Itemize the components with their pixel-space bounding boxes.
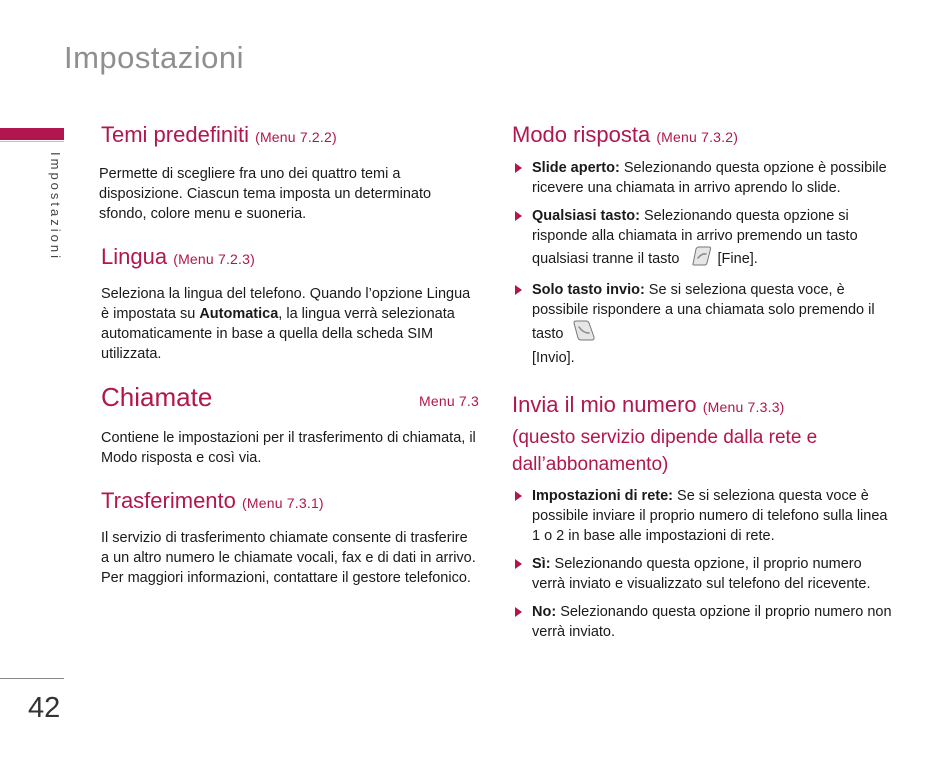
page-title: Impostazioni (64, 40, 245, 75)
heading-text: Invia il mio numero (512, 392, 697, 417)
menu-ref: (Menu 7.3.1) (242, 495, 324, 511)
bullet-arrow-icon (515, 211, 522, 221)
paragraph-trasferimento: Il servizio di trasferimento chiamate consente di trasferire a un altro numero le chiamate vocali, fax e di dati in arrivo. Per maggiori informazioni, contattare il gestore telefonico. (101, 530, 476, 586)
list-item (512, 158, 894, 198)
item-label: Impostazioni di rete: (532, 488, 673, 504)
menu-ref: (Menu 7.2.3) (173, 251, 255, 267)
item-label: Solo tasto invio: (532, 282, 645, 298)
heading-text: Lingua (101, 244, 168, 269)
bullet-arrow-icon (515, 607, 522, 617)
section-heading-trasferimento (101, 486, 479, 518)
section-tab-marker (0, 128, 64, 140)
section-heading-lingua (101, 242, 479, 274)
section-heading-chiamate (101, 382, 479, 416)
bold-term: Automatica (199, 306, 279, 322)
text-part: Seleziona la lingua del telefono. Quando l’opzione Lingua è impostata su (101, 286, 471, 322)
text-part: , la lingua verrà selezionata automaticamente in base a quella della scheda SIM utilizzata. (101, 306, 455, 362)
list-item (512, 602, 894, 642)
page-number: 42 (28, 692, 61, 724)
left-column (99, 120, 479, 588)
heading-text: Modo risposta (512, 122, 651, 147)
item-text: Selezionando questa opzione il proprio numero non verrà inviato. (532, 604, 892, 640)
section-heading-temi (101, 120, 479, 152)
item-text: Selezionando questa opzione si risponde alla chiamata in arrivo premendo un tasto qualsiasi tranne il tasto (532, 208, 858, 267)
item-tail: [Invio]. (532, 350, 575, 366)
menu-ref: (Menu 7.3.3) (702, 399, 785, 415)
item-label: Slide aperto: (532, 160, 620, 176)
item-text: Selezionando questa opzione, il proprio numero verrà inviato e visualizzato sul telefono del ricevente. (532, 556, 871, 592)
heading-text: Trasferimento (101, 488, 236, 513)
section-heading-invia-numero (512, 390, 894, 422)
bullet-arrow-icon (515, 491, 522, 501)
send-key-icon (573, 320, 595, 348)
item-text: Se si seleziona questa voce, è possibile rispondere a una chiamata solo premendo il tasto (532, 282, 875, 342)
bullet-arrow-icon (515, 163, 522, 173)
section-heading-modo-risposta (512, 120, 894, 152)
footer-divider (0, 678, 64, 679)
item-text: Selezionando questa opzione è possibile ricevere una chiamata in arrivo aprendo lo slide. (532, 160, 887, 196)
right-column (512, 120, 894, 642)
heading-text: Temi predefiniti (101, 122, 249, 147)
list-item (512, 206, 894, 272)
item-label: No: (532, 604, 557, 620)
side-divider (0, 141, 64, 142)
heading-text: Chiamate (101, 382, 213, 412)
list-item (512, 554, 894, 594)
menu-ref: (Menu 7.3.2) (656, 129, 739, 145)
item-label: Sì: (532, 556, 551, 572)
bullet-arrow-icon (515, 285, 522, 295)
menu-ref: (Menu 7.2.2) (255, 129, 337, 145)
menu-ref: Menu 7.3 (419, 393, 479, 409)
end-key-icon (690, 246, 712, 272)
list-item (512, 486, 894, 546)
paragraph-lingua (101, 284, 479, 364)
paragraph-temi: Permette di scegliere fra uno dei quattro temi a disposizione. Ciascun tema imposta un determinato sfondo, colore menu e suoneria. (99, 166, 432, 222)
section-subheading: (questo servizio dipende dalla rete e dall’abbonamento) (512, 427, 818, 475)
item-text: Se si seleziona questa voce è possibile inviare il proprio numero di telefono sulla linea 1 o 2 in base alle impostazioni di rete. (532, 488, 888, 544)
list-item (512, 280, 894, 368)
item-label: Qualsiasi tasto: (532, 208, 640, 224)
side-section-label: Impostazioni (48, 152, 63, 261)
bullet-arrow-icon (515, 559, 522, 569)
item-tail: [Fine]. (717, 250, 758, 267)
paragraph-chiamate: Contiene le impostazioni per il trasferimento di chiamata, il Modo risposta e così via. (101, 430, 476, 466)
